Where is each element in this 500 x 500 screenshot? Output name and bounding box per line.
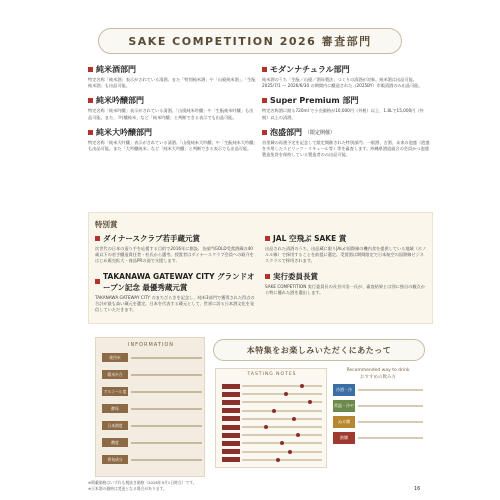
footnote: ※日本酒の価格は変更となる場合があります。: [88, 485, 167, 491]
award-item: [265, 271, 427, 296]
tasting-label-marker: [222, 457, 240, 462]
footnote: ※掲載価格はいずれも税抜き価格（2026年9月1日時点）です。: [88, 480, 197, 485]
tasting-level-dot: [284, 392, 288, 396]
temperature-tag: 熱燗: [333, 432, 355, 444]
category-description: 純米酒のうち「生酛／山廃／酒母製法」づくりの清酒が対象。純米酒は出品可能。2025/7/1 〜 2026/6/30 の期間内に醸造された（2025BY）市販清酒のみ出品可能。: [262, 77, 423, 89]
info-tag: 使用米: [102, 353, 128, 362]
page-number: 16: [414, 486, 421, 492]
left-category-column: [88, 64, 256, 158]
tasting-scale: [242, 426, 322, 428]
info-row: [102, 403, 202, 414]
information-title: INFORMATION: [127, 342, 175, 348]
info-row: [102, 454, 202, 465]
tasting-label-marker: [222, 384, 240, 389]
info-text-line: [131, 459, 202, 461]
temperature-tag: ぬる燗: [333, 416, 355, 428]
category-title: 純米吟醸部門: [96, 96, 144, 106]
category-title: 泡盛部門: [270, 127, 302, 137]
info-row: [102, 352, 202, 363]
tasting-row: [222, 408, 322, 414]
info-tag: アルコール度: [102, 387, 128, 396]
info-tag: 香気成分: [102, 455, 128, 464]
bullet-square-icon: [262, 67, 267, 72]
award-item: [95, 233, 257, 265]
special-awards-label: 特別賞: [95, 220, 118, 229]
category-description: 特定名称酒に限る720ml で小売価格が10,000円（外税）以上、1.8Lで15,000円（外税）以上の清酒。: [262, 108, 424, 120]
temperature-row: [333, 416, 423, 428]
award-title: ダイナースクラブ若手蔵元賞: [103, 234, 200, 243]
tasting-row: [222, 449, 322, 455]
category-title: モダンナチュラル部門: [270, 65, 350, 74]
tasting-row: [222, 424, 322, 430]
tasting-row: [222, 391, 322, 397]
category-junmai-ginjo: [88, 95, 256, 120]
award-description: SAKE COMPETITION 実行委員長の長谷川浩一氏が、審査結果とは別に独自の観点から特に優れた酒を選出します。: [265, 283, 425, 295]
info-tag: 精米歩合: [102, 370, 128, 379]
tasting-level-dot: [280, 441, 284, 445]
info-tag: 酸度: [102, 438, 128, 447]
tasting-scale: [242, 401, 322, 403]
tasting-level-dot: [300, 384, 304, 388]
award-description: TAKANAWA GATEWAY CITY のまちびらきを記念し、純米3部門で獲得された得点の合計が最も高い蔵元を選定。日本を代表する蔵元として、世界に誇る日本酒文化を発信していただきます。: [95, 294, 255, 313]
recommended-drinking-panel: [333, 368, 423, 468]
award-title: JAL 空飛ぶ SAKE 賞: [273, 234, 347, 243]
temperature-text-line: [358, 389, 423, 391]
tasting-label-marker: [222, 449, 240, 454]
tasting-scale: [242, 393, 322, 395]
tasting-row: [222, 432, 322, 438]
bullet-square-icon: [95, 236, 100, 241]
tasting-label-marker: [222, 416, 240, 421]
special-awards-section: [88, 212, 433, 324]
category-title: 純米大吟醸部門: [96, 127, 152, 137]
category-title: 純米酒部門: [96, 65, 136, 74]
award-item: [95, 271, 257, 314]
award-title: TAKANAWA GATEWAY CITY グランドオープン記念 最優秀蔵元賞: [103, 271, 255, 292]
category-super-premium: [262, 95, 430, 120]
temperature-row: [333, 400, 423, 412]
tasting-level-dot: [308, 400, 312, 404]
tasting-level-dot: [292, 417, 296, 421]
info-tag: 酵母: [102, 404, 128, 413]
recommended-subtitle: おすすめの飲み方: [359, 375, 397, 380]
info-row: [102, 420, 202, 431]
tasting-row: [222, 416, 322, 422]
info-row: [102, 386, 202, 397]
category-description: 首里城の再建予定を記念して限定開催された特別部門。一般酒、古酒、未来の泡盛（泡盛を多用したスピリッツ・リキュール等）等を審査します。沖縄県酒造組合の会員かつ泡盛製造免許を保持している製造者のみ出品可能。: [262, 139, 430, 158]
tasting-level-dot: [264, 425, 268, 429]
tasting-scale: [242, 385, 322, 387]
tasting-label-marker: [222, 400, 240, 405]
category-title-note: （限定開催）: [305, 129, 336, 136]
category-awamori: [262, 127, 430, 159]
temperature-row: [333, 384, 423, 396]
tasting-row: [222, 383, 322, 389]
tasting-row: [222, 440, 322, 446]
award-item: [265, 233, 427, 265]
bullet-square-icon: [88, 67, 93, 72]
bullet-square-icon: [265, 274, 270, 279]
temperature-row: [333, 432, 423, 444]
bullet-square-icon: [88, 130, 93, 135]
tasting-scale: [242, 442, 322, 444]
bullet-square-icon: [262, 98, 267, 103]
category-description: 特定名称「純米酒」表示がされている清酒。また「特別純米酒」や「山廃純米酒」、「生酛純米酒」も出品可能。: [88, 77, 256, 89]
tasting-scale: [242, 459, 322, 461]
bullet-square-icon: [88, 98, 93, 103]
info-text-line: [131, 425, 202, 427]
info-text-line: [131, 357, 202, 359]
category-junmai: [88, 64, 256, 89]
information-legend-panel: [95, 337, 205, 477]
special-awards-right: [265, 233, 427, 302]
award-title: 実行委員長賞: [273, 271, 318, 281]
tasting-notes-panel: [215, 368, 327, 468]
special-awards-left: [95, 233, 257, 319]
tasting-label-marker: [222, 392, 240, 397]
info-row: [102, 369, 202, 380]
enjoy-guide-title: 本特集をお楽しみいただくにあたって: [213, 339, 425, 361]
info-text-line: [131, 408, 202, 410]
tasting-scale: [242, 434, 322, 436]
tasting-level-dot: [276, 458, 280, 462]
tasting-row: [222, 399, 322, 405]
bullet-square-icon: [262, 130, 267, 135]
info-tag: 日本酒度: [102, 421, 128, 430]
tasting-label-marker: [222, 433, 240, 438]
category-junmai-daiginjo: [88, 127, 256, 152]
award-description: 次世代の日本の造り手を応援する目的で2016年に創設。各部門GOLD受賞酒蔵の40歳以下の若手醸造責任者・杜氏から選考。授賞者はダイナースクラブ会員への紹介をはじめ販売拡大・商品PRの面で支援します。: [95, 246, 254, 264]
info-row: [102, 437, 202, 448]
tasting-scale: [242, 418, 322, 420]
tasting-level-dot: [296, 433, 300, 437]
footnotes: [88, 480, 433, 491]
bullet-square-icon: [95, 279, 100, 284]
temperature-tag: 冷酒・冷: [333, 384, 355, 396]
info-text-line: [131, 391, 202, 393]
recommended-title: Recommended way to drink: [346, 368, 410, 373]
tasting-scale: [242, 410, 322, 412]
right-category-column: [262, 64, 430, 164]
award-description: 出品された清酒のうち、出品蔵に限りJALが国際線の機内食を提供している地域（ホノルル線）で採用することを前提に選定。受賞酒は期間限定で日本航空の国際線ビジネスクラスで採用されます。: [265, 246, 427, 264]
temperature-text-line: [358, 421, 423, 423]
category-description: 特定名称「純米大吟醸」表示がされている清酒。「山廃純米大吟醸」や「生酛純米大吟醸」も出品可能。また「大吟醸純米」など「純米大吟醸」と判断できる表示でも出品可能。: [88, 139, 256, 152]
tasting-notes-title: TASTING NOTES: [247, 372, 297, 377]
category-modern-natural: [262, 64, 430, 89]
info-text-line: [131, 374, 202, 376]
tasting-label-marker: [222, 425, 240, 430]
bullet-square-icon: [265, 236, 270, 241]
tasting-level-dot: [272, 409, 276, 413]
category-title: Super Premium 部門: [270, 96, 359, 106]
category-description: 特定名称「純米吟醸」表示がされている清酒。「山廃純米吟醸」や「生酛純米吟醸」も出品可能。また、「吟醸純米」など「純米吟醸」と判断できる表示でも出品可能。: [88, 108, 254, 120]
page-title: SAKE COMPETITION 2026 審査部門: [98, 28, 402, 54]
tasting-label-marker: [222, 408, 240, 413]
tasting-row: [222, 457, 322, 463]
tasting-scale: [242, 451, 322, 453]
tasting-label-marker: [222, 441, 240, 446]
temperature-text-line: [358, 405, 423, 407]
tasting-level-dot: [288, 450, 292, 454]
info-text-line: [131, 442, 202, 444]
temperature-tag: 常温・冷や: [333, 400, 355, 412]
temperature-text-line: [358, 437, 423, 439]
